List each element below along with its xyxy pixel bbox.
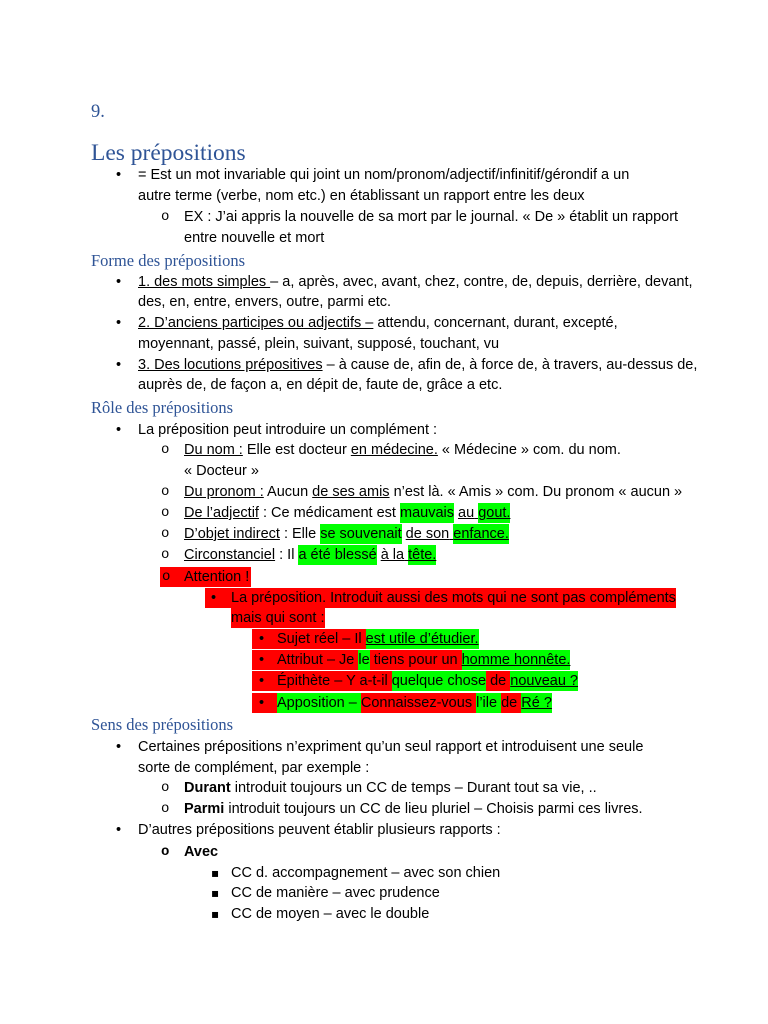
complement-label: Circonstanciel [184, 547, 276, 563]
example-line: EX : J’ai appris la nouvelle de sa mort par le journal. « De » établit un rapport [184, 209, 679, 225]
complement-adjectif [184, 503, 510, 524]
complement-objet-indirect [184, 524, 509, 545]
bullet-disc: • [116, 274, 122, 290]
forme-item [138, 272, 693, 293]
complement-text: : Il [275, 547, 299, 563]
sens-multiple-line: D’autres prépositions peuvent établir plusieurs rapports : [138, 822, 501, 838]
highlight-green: l’ile [476, 695, 502, 711]
role-intro: La préposition peut introduire un complément : [138, 422, 438, 438]
forme-item-continuation: des, en, entre, envers, outre, parmi etc. [138, 294, 392, 310]
avec-use: CC d. accompagnement – avec son chien [231, 865, 501, 881]
highlight-green: Apposition – [277, 695, 361, 711]
sens-example-text: introduit toujours un CC de lieu pluriel – Choisis parmi ces livres. [224, 801, 643, 817]
section-number: 9. [91, 102, 105, 122]
highlight-red: Attribut – Je [277, 652, 359, 668]
sens-single-line: Certaines prépositions n’expriment qu’un seul rapport et introduisent une seule [138, 739, 644, 755]
highlight-green: est utile d’étudier. [365, 631, 479, 647]
highlight-red: tiens pour un [369, 652, 462, 668]
case-attribut [277, 650, 570, 671]
highlight-green: mauvais [399, 505, 454, 521]
complement-label: De l’adjectif [184, 505, 259, 521]
bullet-disc-highlighted: • [252, 671, 277, 691]
attention-note [231, 608, 325, 629]
complement-label: Du nom : [184, 442, 243, 458]
complement-text: Elle est docteur [242, 442, 351, 458]
bullet-disc-highlighted: • [205, 588, 231, 608]
bullet-disc-highlighted: • [252, 693, 277, 713]
avec-use: CC de manière – avec prudence [231, 885, 440, 901]
bullet-disc: • [116, 739, 122, 755]
bullet-circle: o [161, 526, 170, 542]
highlight-red: Connaissez-vous [360, 695, 477, 711]
bullet-disc: • [116, 822, 122, 838]
heading-sens: Sens des prépositions [91, 715, 234, 734]
highlight-red: de [486, 673, 511, 689]
bullet-circle-highlighted: o [160, 567, 184, 587]
bullet-circle: o [161, 484, 170, 500]
bullet-disc-highlighted: • [252, 650, 277, 670]
forme-item-text: – a, après, avec, avant, chez, contre, de, depuis, derrière, devant, [270, 274, 693, 290]
highlight-green: le [358, 652, 370, 668]
definition-line: autre terme (verbe, nom etc.) en établissant un rapport entre les deux [138, 188, 585, 204]
complement-example: de ses amis [312, 484, 390, 500]
complement-text: n’est là. « Amis » com. Du pronom « aucun » [389, 484, 683, 500]
highlight-green: homme honnête. [461, 652, 571, 668]
definition-line: = Est un mot invariable qui joint un nom/pronom/adjectif/infinitif/gérondif a un [138, 167, 630, 183]
highlight-green: tête. [408, 547, 437, 563]
bullet-disc: • [116, 167, 122, 183]
avec-use: CC de moyen – avec le double [231, 906, 430, 922]
complement-du-nom [184, 440, 621, 461]
attention-label [184, 567, 251, 588]
forme-item-text: attendu, concernant, durant, excepté, [373, 315, 618, 331]
complement-label: D’objet indirect [184, 526, 280, 542]
bullet-circle: o [161, 505, 170, 521]
bullet-disc-highlighted: • [252, 629, 277, 649]
complement-du-pronom [184, 482, 682, 503]
highlight-red: Sujet réel – Il [277, 631, 366, 647]
page-title: Les prépositions [91, 140, 246, 166]
highlight-green: enfance. [453, 526, 509, 542]
bullet-disc: • [116, 357, 122, 373]
heading-role: Rôle des prépositions [91, 398, 234, 417]
highlight-red: de [501, 695, 522, 711]
bullet-square: ▪ [211, 866, 220, 880]
highlight-red: mais qui sont : [231, 610, 325, 626]
bullet-circle: o [161, 209, 170, 225]
forme-item-continuation: auprès de, de façon a, en dépit de, faute de, grâce a etc. [138, 377, 503, 393]
example-line: entre nouvelle et mort [184, 230, 325, 246]
sens-single-line: sorte de complément, par exemple : [138, 760, 370, 776]
attention-note [231, 588, 676, 609]
sens-example-text: introduit toujours un CC de temps – Durant tout sa vie, .. [230, 780, 597, 796]
forme-item-continuation: moyennant, passé, plein, suivant, supposé, touchant, vu [138, 336, 500, 352]
highlight-green: Ré ? [521, 695, 552, 711]
highlight-green: quelque chose [391, 673, 487, 689]
bullet-circle: o [161, 442, 170, 458]
case-epithete [277, 671, 578, 692]
bullet-square: ▪ [211, 907, 220, 921]
case-apposition [277, 693, 552, 714]
preposition-word: Avec [184, 844, 219, 860]
highlight-green: gout. [478, 505, 511, 521]
complement-text: : Elle [279, 526, 321, 542]
forme-item-label: 1. des mots simples [138, 274, 271, 290]
preposition-word: Parmi [184, 801, 225, 817]
sens-example [184, 778, 597, 799]
forme-item [138, 355, 697, 376]
complement-example: en médecine. [350, 442, 438, 458]
bullet-disc: • [116, 422, 122, 438]
highlight-green: se souvenait [320, 526, 402, 542]
case-sujet-reel [277, 629, 479, 650]
complement-text: : Ce médicament est [258, 505, 400, 521]
sens-example [184, 799, 643, 820]
forme-item-text: – à cause de, afin de, à force de, à travers, au-dessus de, [322, 357, 698, 373]
complement-label: Du pronom : [184, 484, 264, 500]
complement-circonstanciel [184, 545, 436, 566]
preposition-underlined: à la [380, 547, 405, 563]
highlight-red: Épithète – Y a-t-il [277, 673, 392, 689]
forme-item [138, 313, 618, 334]
highlight-green: a été blessé [298, 547, 377, 563]
bullet-circle: o [161, 780, 170, 796]
bullet-circle: o [161, 801, 170, 817]
forme-item-label: 3. Des locutions prépositives [138, 357, 323, 373]
complement-text: Aucun [263, 484, 313, 500]
highlight-green: nouveau ? [510, 673, 578, 689]
complement-continuation: « Docteur » [184, 463, 259, 479]
bullet-circle: o [161, 547, 170, 563]
highlight-red: Attention ! [184, 569, 250, 585]
bullet-square: ▪ [211, 886, 220, 900]
complement-text: « Médecine » com. du nom. [437, 442, 621, 458]
preposition-underlined: au [458, 505, 475, 521]
bullet-disc: • [116, 315, 122, 331]
preposition-underlined: de son [405, 526, 450, 542]
preposition-word: Durant [184, 780, 231, 796]
bullet-circle: o [161, 844, 170, 860]
heading-forme: Forme des prépositions [91, 251, 245, 270]
highlight-red: La préposition. Introduit aussi des mots qui ne sont pas compléments [231, 590, 676, 606]
forme-item-label: 2. D’anciens participes ou adjectifs – [138, 315, 374, 331]
